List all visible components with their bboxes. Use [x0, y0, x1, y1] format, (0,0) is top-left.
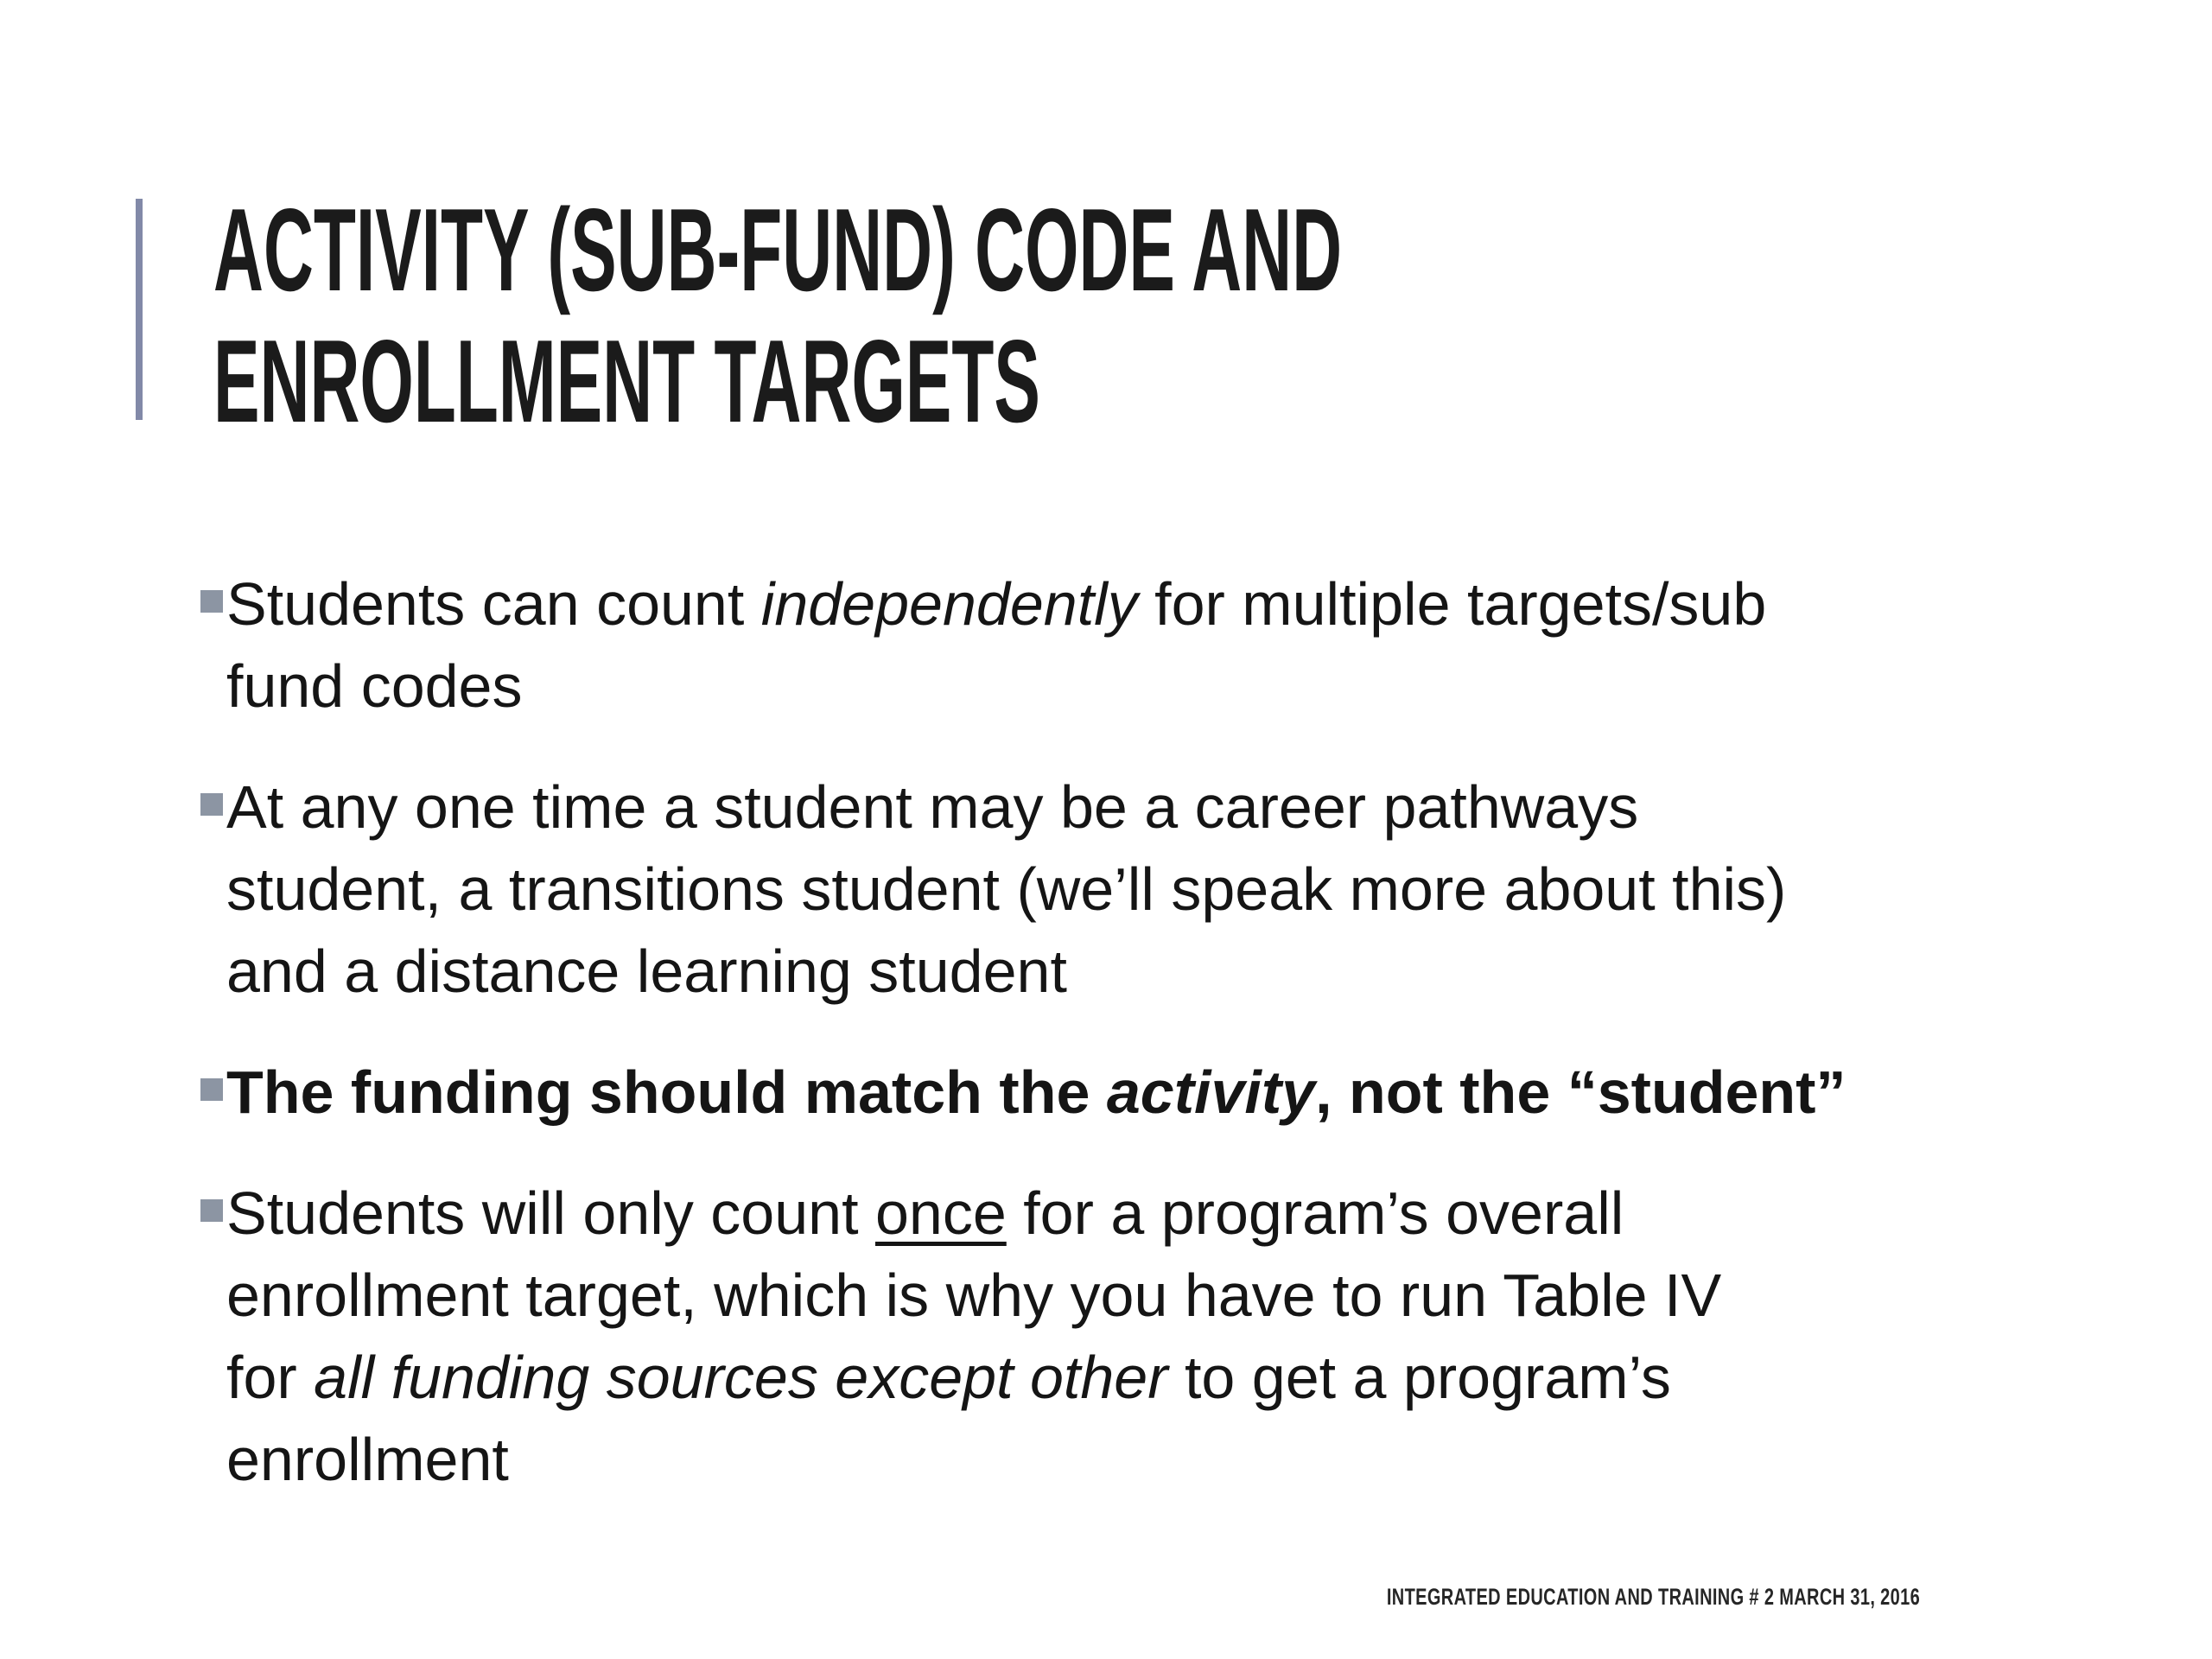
- bullet-text-segment: Students can count: [226, 570, 761, 638]
- bullet-text-segment: and a distance learning student: [226, 938, 1067, 1005]
- bullet-list: [200, 563, 2188, 1540]
- bullet-item: [200, 1173, 2188, 1501]
- bullet-line: [226, 1419, 2188, 1501]
- bullet-line: [226, 849, 2188, 931]
- bullet-line: [226, 1255, 2188, 1337]
- bullet-line: [226, 1052, 2188, 1134]
- bullet-item: [200, 1052, 2188, 1134]
- bullet-text-segment: for a program’s overall: [1006, 1179, 1624, 1247]
- slide-title: [213, 184, 1342, 447]
- bullet-line: [226, 645, 2188, 728]
- bullet-text-segment: At any one time a student may be a career pathways: [226, 773, 1639, 841]
- title-line-1: ACTIVITY (SUB-FUND) CODE AND: [213, 184, 1343, 315]
- bullet-line: [226, 563, 2188, 645]
- bullet-line: [226, 766, 2188, 849]
- bullet-text-segment: to get a program’s: [1167, 1344, 1671, 1411]
- bullet-text-segment: for multiple targets/sub: [1137, 570, 1767, 638]
- title-accent-bar: [136, 199, 143, 420]
- bullet-line: [226, 1173, 2188, 1255]
- bullet-text-segment: activity: [1106, 1058, 1316, 1126]
- bullet-text-segment: enrollment target, which is why you have to run Table IV: [226, 1262, 1722, 1329]
- title-line-2: ENROLLMENT TARGETS: [213, 315, 1040, 447]
- bullet-text-segment: enrollment: [226, 1426, 509, 1493]
- bullet-text-segment: fund codes: [226, 652, 523, 720]
- bullet-text-segment: The funding should match the: [226, 1058, 1107, 1126]
- bullet-text-segment: for: [226, 1344, 315, 1411]
- bullet-text-segment: student, a transitions student (we’ll speak more about this): [226, 855, 1787, 923]
- bullet-text-segment: , not the “student”: [1315, 1058, 1847, 1126]
- bullet-item: [200, 563, 2188, 728]
- bullet-item: [200, 766, 2188, 1013]
- bullet-text-segment: once: [874, 1179, 1007, 1247]
- bullet-line: [226, 931, 2188, 1013]
- bullet-text-segment: Students will only count: [226, 1179, 875, 1247]
- slide-footer: INTEGRATED EDUCATION AND TRAINING # 2 MARCH 31, 2016: [1386, 1584, 1920, 1610]
- bullet-text-segment: independently: [760, 570, 1138, 638]
- bullet-line: [226, 1337, 2188, 1419]
- bullet-text-segment: all funding sources except other: [314, 1344, 1168, 1411]
